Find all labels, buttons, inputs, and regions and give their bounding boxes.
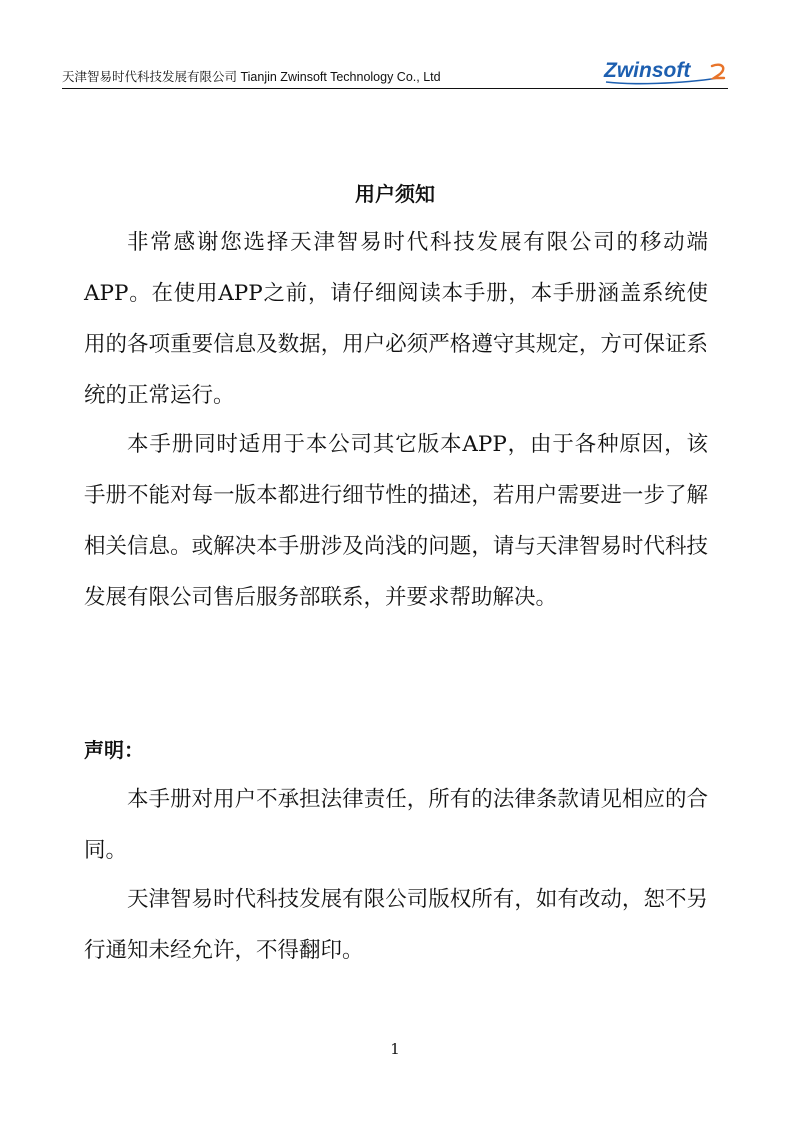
statement-paragraph-2: 天津智易时代科技发展有限公司版权所有，如有改动，恕不另行通知未经允许，不得翻印。: [84, 887, 708, 963]
statement-paragraph-1: 本手册对用户不承担法律责任，所有的法律条款请见相应的合同。: [84, 787, 708, 863]
page-number: 1: [390, 1040, 400, 1058]
notice-paragraph-1: 非常感谢您选择天津智易时代科技发展有限公司的移动端APP。在使用APP之前，请仔细阅读本手册，本手册涵盖系统使用的各项重要信息及数据，用户必须严格遵守其规定，方可保证系统的正常运行。: [84, 230, 708, 408]
page-header: [62, 58, 728, 89]
notice-title: 用户须知: [355, 182, 435, 206]
zwinsoft-logo: [600, 58, 728, 86]
statement-heading: 声明：: [84, 738, 144, 762]
notice-paragraph-2: 本手册同时适用于本公司其它版本APP，由于各种原因，该手册不能对每一版本都进行细节性的描述，若用户需要进一步了解相关信息。或解决本手册涉及尚浅的问题，请与天津智易时代科技发展有限公司售后服务部联系，并要求帮助解决。: [84, 432, 708, 610]
logo-wordmark: Zwinsoft: [604, 59, 691, 82]
header-company-text: 天津智易时代科技发展有限公司 Tianjin Zwinsoft Technology Co., Ltd: [62, 70, 441, 84]
logo-swoosh-icon: [712, 65, 724, 78]
